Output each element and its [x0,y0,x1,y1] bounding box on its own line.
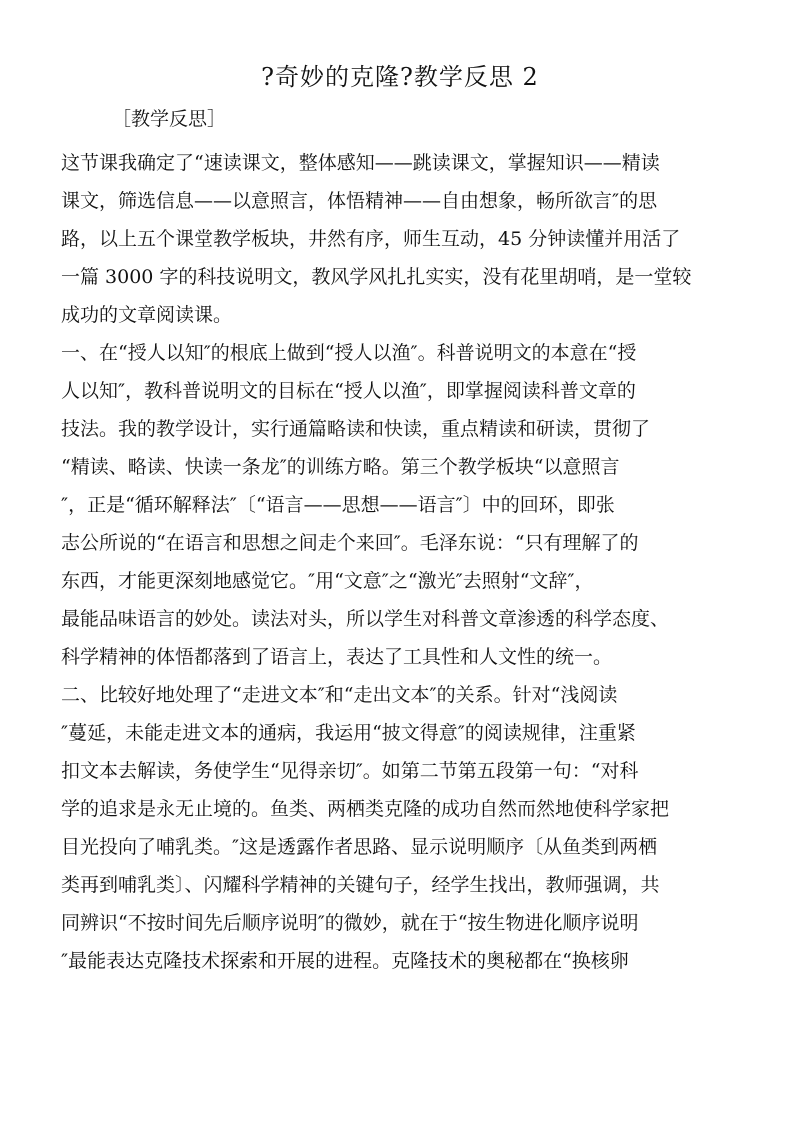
body-line: 一、在“授人以知″的根底上做到“授人以渔″。科普说明文的本意在“授 [61,342,637,364]
body-line: 二、比较好地处理了“走进文本″和“走出文本″的关系。针对“浅阅读 [61,684,618,706]
body-line: 路，以上五个课堂教学板块，井然有序，师生互动，45 分钟读懂并用活了 [61,228,681,250]
body-line: 类再到哺乳类〕、闪耀科学精神的关键句子，经学生找出，教师强调，共 [61,874,660,896]
body-line: 这节课我确定了“速读课文，整体感知——跳读课文，掌握知识——精读 [61,152,660,174]
body-line: ″，正是“循环解释法″〔“语言——思想——语言″〕中的回环，即张 [61,494,615,516]
body-line: 同辨识“不按时间先后顺序说明″的微妙，就在于“按生物进化顺序说明 [61,912,639,934]
body-line: 志公所说的“在语言和思想之间走个来回″。毛泽东说：“只有理解了的 [61,532,639,554]
body-line: “精读、略读、快读一条龙″的训练方略。第三个教学板块“以意照言 [61,456,620,478]
body-line: 课文，筛选信息——以意照言，体悟精神——自由想象，畅所欲言″的思 [61,190,658,212]
section-label: ［教学反思］ [112,108,227,130]
body-line: 科学精神的体悟都落到了语言上，表达了工具性和人文性的统一。 [61,646,613,668]
body-line: 技法。我的教学设计，实行通篇略读和快读，重点精读和研读，贯彻了 [61,418,651,440]
body-line: 东西，才能更深刻地感觉它。″用“文意″之“激光″去照射“文辞″， [61,570,594,592]
body-line: 人以知″，教科普说明文的目标在“授人以渔″，即掌握阅读科普文章的 [61,380,636,402]
body-line: 学的追求是永无止境的。鱼类、两栖类克隆的成功自然而然地使科学家把 [61,798,670,820]
document-title: ?奇妙的克隆?教学反思 2 [261,63,539,91]
body-line: 成功的文章阅读课。 [61,304,233,326]
body-line: ″最能表达克隆技术探索和开展的进程。克隆技术的奥秘都在“换核卵 [61,950,629,972]
body-line: 最能品味语言的妙处。读法对头，所以学生对科普文章渗透的科学态度、 [61,608,670,630]
body-line: 一篇 3000 字的科技说明文，教风学风扎扎实实，没有花里胡哨，是一堂较 [61,266,692,288]
body-line: 目光投向了哺乳类。″这是透露作者思路、显示说明顺序〔从鱼类到两栖 [61,836,658,858]
body-line: ″蔓延，未能走进文本的通病，我运用“披文得意″的阅读规律，注重紧 [61,722,636,744]
body-line: 扣文本去解读，务使学生“见得亲切″。如第二节第五段第一句：“对科 [61,760,639,782]
